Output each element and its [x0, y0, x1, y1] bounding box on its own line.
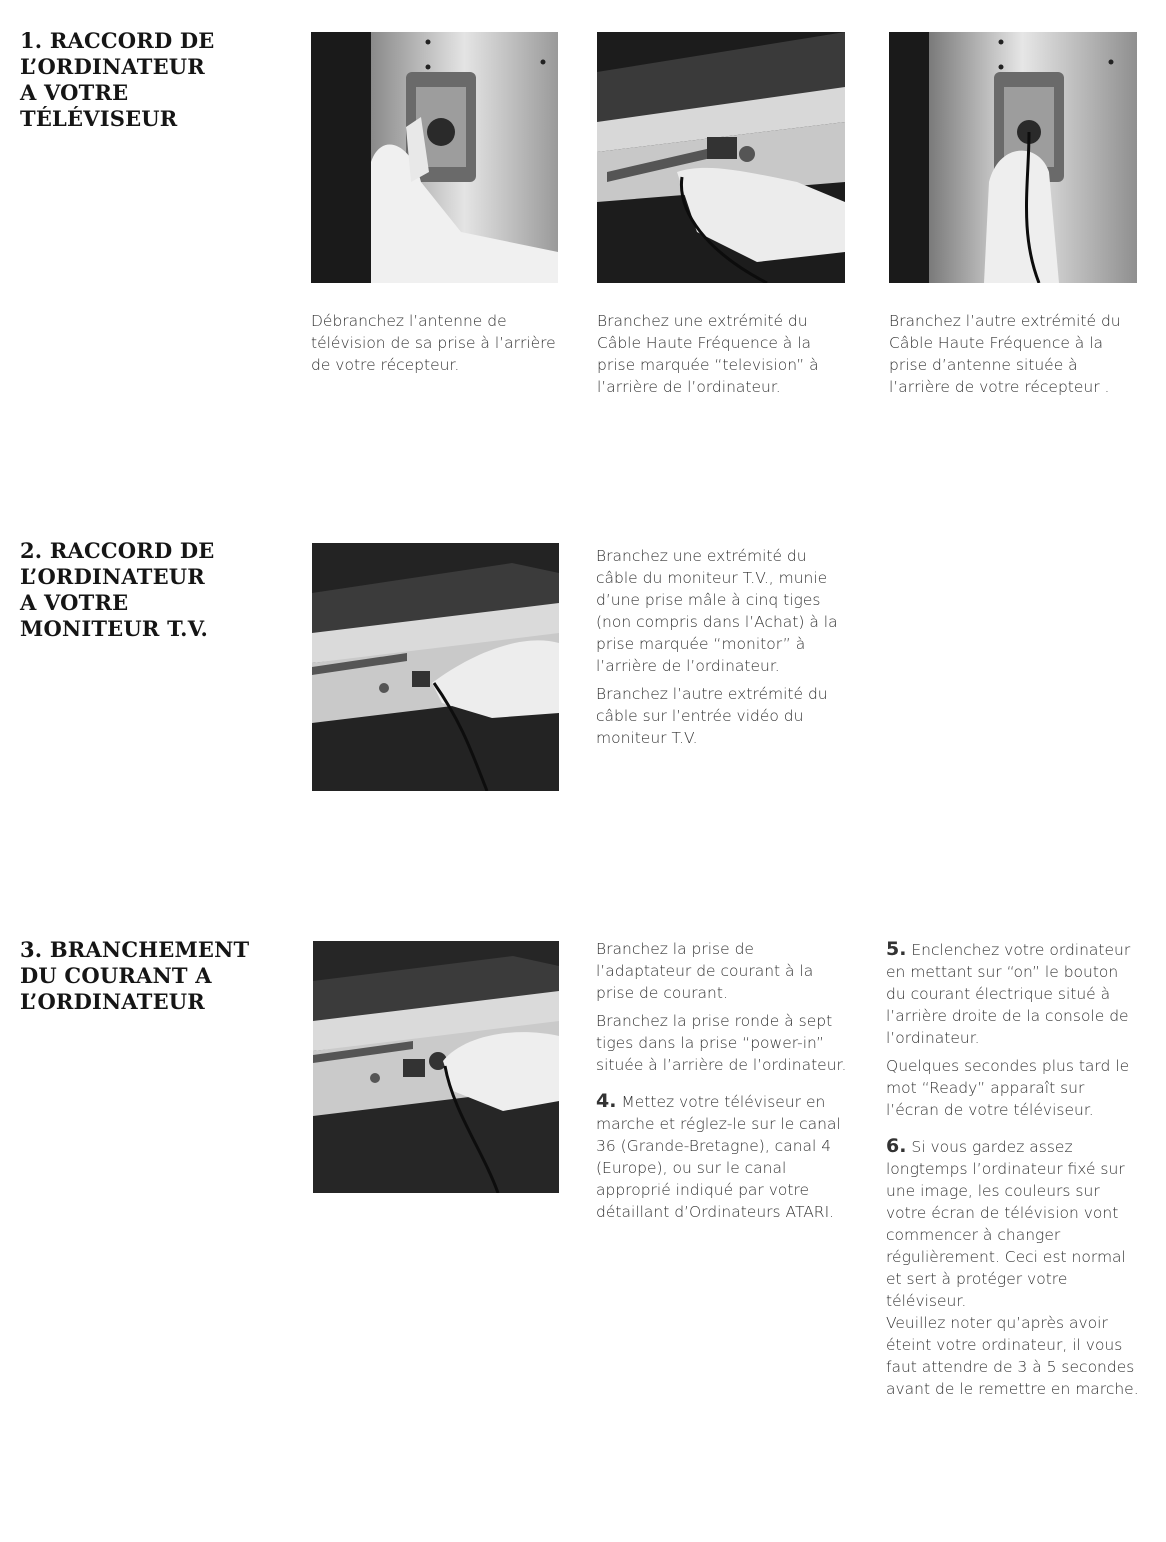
- section-2-heading: 2. RACCORD DE L’ORDINATEUR A VOTRE MONITEUR T.V.: [20, 538, 215, 641]
- section-3-heading: 3. BRANCHEMENT DU COURANT A L’ORDINATEUR: [20, 937, 250, 1014]
- section-3-steps-right: 5. Enclenchez votre ordinateur en mettant sur “on” le bouton du courant électrique situé à l’arrière droite de la console de l’ordinateur. Quelques secondes plus tard le mot “Ready” apparaît sur l’écran de votre téléviseur. 6. Si vous gardez assez longtemps l’ordinateur fixé sur une image, les couleurs sur votre écran de télévision vont commencer à changer régulièrement. Ceci est normal et sert à protéger votre téléviseur. Veuillez noter qu’après avoir éteint votre ordinateur, il vous faut attendre de 3 à 5 secondes avant de le remettre en marche.: [886, 938, 1139, 1398]
- section-3-text: Branchez la prise de l’adaptateur de courant à la prise de courant. Branchez la prise ronde à sept tiges dans la prise “power-in” située à l’arrière de l’ordinateur. 4. Mettez votre téléviseur en marche et réglez-le sur le canal 36 (Grande-Bretagne), canal 4 (Europe), ou sur le canal approprié indiqué par votre détaillant d’Ordinateurs ATARI.: [596, 940, 847, 1221]
- power-plug-photo: [313, 941, 559, 1193]
- step-5: 5. Enclenchez votre ordinateur en mettant sur “on” le bouton du courant électrique situé à l’arrière droite de la console de l’ordinateur.: [886, 938, 1131, 1047]
- step-6: 6. Si vous gardez assez longtemps l’ordinateur fixé sur une image, les couleurs sur votre écran de télévision vont commencer à changer régulièrement. Ceci est normal et sert à protéger votre téléviseur.: [886, 1135, 1126, 1310]
- section-2-text: Branchez une extrémité du câble du moniteur T.V., munie d’une prise mâle à cinq tiges (non compris dans l’Achat) à la prise marquée “monitor” à l’arrière de l’ordinateur. Branchez l’autre extrémité du câble sur l’entrée vidéo du moniteur T.V.: [596, 547, 838, 747]
- caption-2: Branchez une extrémité du Câble Haute Fréquence à la prise marquée “television” à l’arrière de l’ordinateur.: [597, 312, 819, 396]
- rf-cable-tv-photo: [889, 32, 1137, 283]
- caption-3: Branchez l’autre extrémité du Câble Haute Fréquence à la prise d’antenne située à l’arrière de votre récepteur .: [889, 312, 1121, 396]
- antenna-unplug-photo: [311, 32, 558, 283]
- monitor-cable-photo: [312, 543, 559, 791]
- caption-1: Débranchez l’antenne de télévision de sa prise à l’arrière de votre récepteur.: [311, 312, 556, 374]
- step-4: 4. Mettez votre téléviseur en marche et réglez-le sur le canal 36 (Grande-Bretagne), canal 4 (Europe), ou sur le canal approprié indiqué par votre détaillant d’Ordinateurs ATARI.: [596, 1090, 841, 1221]
- section-1-heading: 1. RACCORD DE L’ORDINATEUR A VOTRE TÉLÉVISEUR: [20, 28, 215, 131]
- rf-cable-computer-photo: [597, 32, 845, 283]
